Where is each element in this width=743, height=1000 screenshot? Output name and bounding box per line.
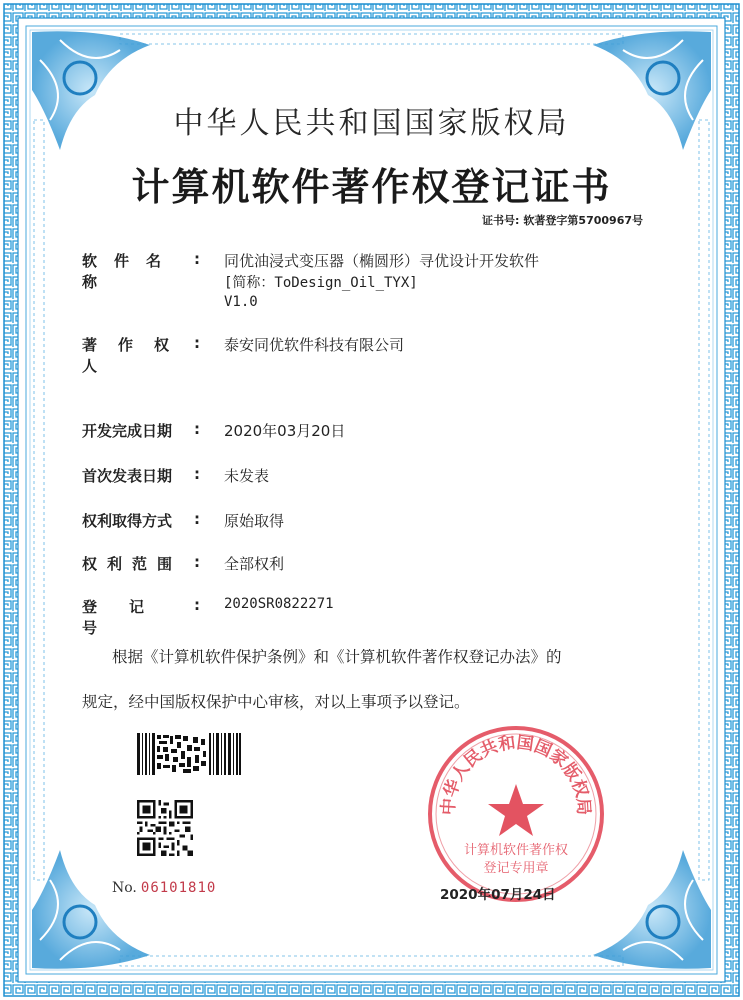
certificate-number-value: 软著登字第5700967号 bbox=[523, 214, 643, 227]
star-icon bbox=[488, 784, 544, 836]
official-seal bbox=[424, 722, 608, 906]
colon: : bbox=[194, 250, 200, 268]
certificate-title: 计算机软件著作权登记证书 bbox=[131, 164, 612, 209]
scope-label: 权利范围 bbox=[82, 555, 183, 573]
reg-no-label: 登记号 bbox=[82, 598, 177, 637]
acquire-method-value: 原始取得 bbox=[224, 512, 285, 530]
software-name-value: 同优油浸式变压器（椭圆形）寻优设计开发软件 bbox=[224, 252, 540, 270]
statement-line-2: 规定，经中国版权保护中心审核，对以上事项予以登记。 bbox=[82, 693, 470, 711]
seal-arc-text: 中华人民共和国国家版权局 bbox=[438, 732, 594, 816]
qr-code-icon bbox=[137, 800, 193, 856]
serial-number bbox=[112, 880, 216, 896]
first-publish-label: 首次发表日期 bbox=[82, 467, 173, 485]
serial-number-value: 06101810 bbox=[140, 880, 217, 896]
colon: : bbox=[194, 420, 200, 438]
software-short-name: [简称：ToDesign_Oil_TYX] bbox=[224, 275, 418, 291]
completion-date-label: 开发完成日期 bbox=[82, 422, 173, 440]
serial-number-label: No. bbox=[112, 880, 137, 896]
owner-value: 泰安同优软件科技有限公司 bbox=[224, 336, 405, 354]
software-name-label bbox=[82, 250, 194, 292]
software-version: V1.0 bbox=[224, 294, 258, 310]
reg-no-value: 2020SR0822271 bbox=[224, 596, 334, 612]
colon: : bbox=[194, 596, 200, 614]
acquire-method-label: 权利取得方式 bbox=[82, 512, 173, 530]
barcode-icon bbox=[137, 733, 241, 775]
colon: : bbox=[194, 510, 200, 528]
colon: : bbox=[194, 553, 200, 571]
issuing-authority: 中华人民共和国国家版权局 bbox=[173, 106, 570, 141]
certificate-number-label: 证书号: bbox=[482, 214, 520, 227]
seal-line-2: 登记专用章 bbox=[483, 861, 549, 876]
colon: : bbox=[194, 334, 200, 352]
colon: : bbox=[194, 465, 200, 483]
scope-value: 全部权利 bbox=[224, 555, 285, 573]
owner-label: 著作权人 bbox=[82, 336, 191, 375]
first-publish-value: 未发表 bbox=[224, 467, 270, 485]
completion-date-value: 2020年03月20日 bbox=[224, 422, 346, 440]
certificate-number bbox=[478, 212, 643, 228]
statement-line-1: 根据《计算机软件保护条例》和《计算机软件著作权登记办法》的 bbox=[112, 648, 562, 666]
software-name-label-text: 软件名称 bbox=[82, 252, 179, 291]
seal-line-1: 计算机软件著作权 bbox=[463, 843, 569, 858]
issue-date: 2020年07月24日 bbox=[440, 887, 556, 903]
